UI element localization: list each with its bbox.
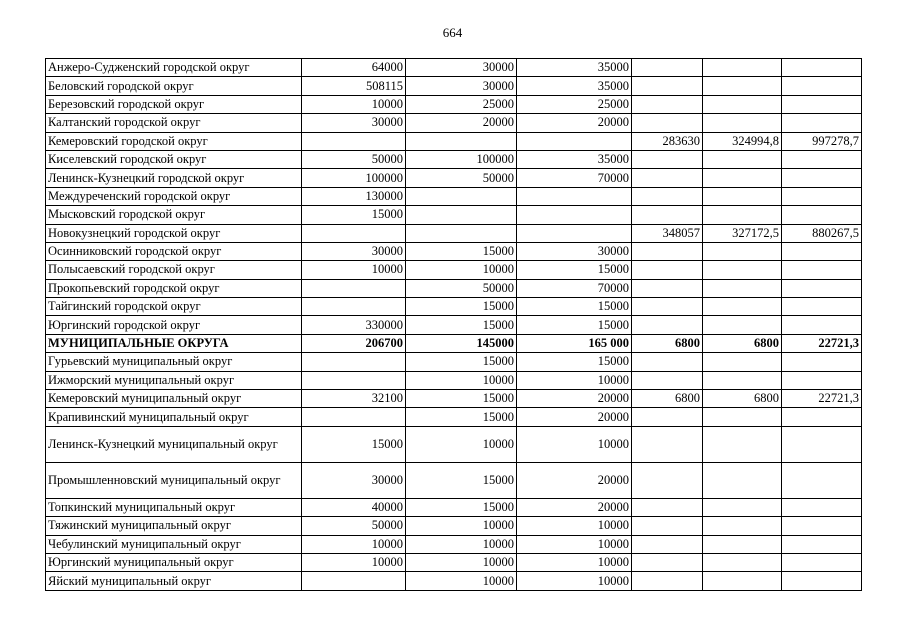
table-row bbox=[46, 114, 862, 132]
value-cell bbox=[632, 206, 703, 224]
table-body bbox=[46, 59, 862, 591]
row-name-cell: Калтанский городской округ bbox=[46, 114, 302, 132]
table-row bbox=[46, 187, 862, 205]
value-cell: 10000 bbox=[302, 535, 406, 553]
value-cell: 15000 bbox=[302, 426, 406, 462]
table-row bbox=[46, 316, 862, 334]
value-cell: 15000 bbox=[406, 242, 517, 260]
value-cell bbox=[632, 95, 703, 113]
table-row bbox=[46, 535, 862, 553]
value-cell bbox=[782, 77, 862, 95]
value-cell: 6800 bbox=[703, 334, 782, 352]
value-cell bbox=[517, 224, 632, 242]
value-cell: 20000 bbox=[406, 114, 517, 132]
table-row bbox=[46, 517, 862, 535]
table-row bbox=[46, 169, 862, 187]
row-name-cell: Междуреченский городской округ bbox=[46, 187, 302, 205]
row-name-cell: Тайгинский городской округ bbox=[46, 298, 302, 316]
value-cell bbox=[782, 408, 862, 426]
value-cell bbox=[302, 408, 406, 426]
value-cell bbox=[406, 187, 517, 205]
value-cell bbox=[703, 353, 782, 371]
value-cell: 30000 bbox=[517, 242, 632, 260]
value-cell: 206700 bbox=[302, 334, 406, 352]
row-name-cell: Юргинский муниципальный округ bbox=[46, 553, 302, 571]
value-cell: 10000 bbox=[517, 426, 632, 462]
value-cell: 40000 bbox=[302, 498, 406, 516]
value-cell bbox=[782, 535, 862, 553]
value-cell bbox=[632, 279, 703, 297]
value-cell bbox=[632, 169, 703, 187]
row-name-cell: Чебулинский муниципальный округ bbox=[46, 535, 302, 553]
table-row bbox=[46, 77, 862, 95]
value-cell: 20000 bbox=[517, 408, 632, 426]
value-cell bbox=[782, 298, 862, 316]
value-cell: 15000 bbox=[517, 353, 632, 371]
value-cell bbox=[703, 150, 782, 168]
row-name-cell: Кемеровский городской округ bbox=[46, 132, 302, 150]
value-cell bbox=[703, 426, 782, 462]
value-cell: 10000 bbox=[517, 517, 632, 535]
table-row bbox=[46, 553, 862, 571]
value-cell: 32100 bbox=[302, 390, 406, 408]
value-cell: 10000 bbox=[302, 261, 406, 279]
value-cell: 20000 bbox=[517, 462, 632, 498]
table-row bbox=[46, 206, 862, 224]
value-cell bbox=[632, 242, 703, 260]
value-cell bbox=[703, 59, 782, 77]
value-cell: 70000 bbox=[517, 279, 632, 297]
value-cell: 30000 bbox=[302, 114, 406, 132]
value-cell bbox=[703, 95, 782, 113]
value-cell: 100000 bbox=[302, 169, 406, 187]
value-cell: 15000 bbox=[517, 316, 632, 334]
value-cell: 327172,5 bbox=[703, 224, 782, 242]
value-cell bbox=[703, 114, 782, 132]
value-cell: 30000 bbox=[302, 462, 406, 498]
value-cell: 50000 bbox=[406, 279, 517, 297]
table-row bbox=[46, 572, 862, 590]
value-cell bbox=[703, 408, 782, 426]
value-cell bbox=[632, 316, 703, 334]
value-cell bbox=[517, 206, 632, 224]
value-cell: 50000 bbox=[302, 150, 406, 168]
value-cell bbox=[782, 426, 862, 462]
value-cell bbox=[703, 242, 782, 260]
value-cell: 6800 bbox=[632, 390, 703, 408]
value-cell: 30000 bbox=[302, 242, 406, 260]
table-row bbox=[46, 334, 862, 352]
value-cell bbox=[782, 114, 862, 132]
value-cell bbox=[782, 59, 862, 77]
value-cell: 25000 bbox=[406, 95, 517, 113]
value-cell: 50000 bbox=[302, 517, 406, 535]
value-cell: 10000 bbox=[406, 535, 517, 553]
value-cell: 10000 bbox=[517, 553, 632, 571]
value-cell: 130000 bbox=[302, 187, 406, 205]
value-cell bbox=[632, 77, 703, 95]
value-cell: 15000 bbox=[517, 261, 632, 279]
value-cell: 283630 bbox=[632, 132, 703, 150]
value-cell: 6800 bbox=[632, 334, 703, 352]
row-name-cell: Киселевский городской округ bbox=[46, 150, 302, 168]
value-cell bbox=[406, 132, 517, 150]
value-cell: 35000 bbox=[517, 77, 632, 95]
value-cell: 324994,8 bbox=[703, 132, 782, 150]
value-cell bbox=[632, 353, 703, 371]
value-cell bbox=[782, 572, 862, 590]
value-cell: 508115 bbox=[302, 77, 406, 95]
value-cell bbox=[703, 498, 782, 516]
value-cell bbox=[302, 371, 406, 389]
value-cell bbox=[632, 553, 703, 571]
value-cell: 10000 bbox=[517, 371, 632, 389]
value-cell bbox=[632, 114, 703, 132]
value-cell bbox=[703, 187, 782, 205]
budget-table bbox=[45, 58, 862, 591]
value-cell: 330000 bbox=[302, 316, 406, 334]
value-cell bbox=[632, 298, 703, 316]
table-row bbox=[46, 224, 862, 242]
table-row bbox=[46, 95, 862, 113]
value-cell bbox=[703, 462, 782, 498]
value-cell: 10000 bbox=[302, 95, 406, 113]
value-cell: 997278,7 bbox=[782, 132, 862, 150]
value-cell bbox=[782, 279, 862, 297]
row-name-cell: Новокузнецкий городской округ bbox=[46, 224, 302, 242]
value-cell bbox=[632, 535, 703, 553]
table-row bbox=[46, 353, 862, 371]
value-cell bbox=[632, 498, 703, 516]
value-cell bbox=[782, 371, 862, 389]
value-cell bbox=[406, 224, 517, 242]
value-cell bbox=[782, 462, 862, 498]
row-name-cell: Промышленновский муниципальный округ bbox=[46, 462, 302, 498]
value-cell: 35000 bbox=[517, 59, 632, 77]
value-cell bbox=[782, 316, 862, 334]
value-cell: 6800 bbox=[703, 390, 782, 408]
value-cell bbox=[782, 261, 862, 279]
table-row bbox=[46, 59, 862, 77]
row-name-cell: Осинниковский городской округ bbox=[46, 242, 302, 260]
table-row bbox=[46, 462, 862, 498]
value-cell bbox=[632, 408, 703, 426]
row-name-cell: Кемеровский муниципальный округ bbox=[46, 390, 302, 408]
value-cell bbox=[632, 187, 703, 205]
value-cell: 30000 bbox=[406, 77, 517, 95]
value-cell: 15000 bbox=[406, 462, 517, 498]
value-cell: 880267,5 bbox=[782, 224, 862, 242]
value-cell bbox=[703, 298, 782, 316]
value-cell bbox=[703, 517, 782, 535]
value-cell bbox=[782, 150, 862, 168]
row-name-cell: Топкинский муниципальный округ bbox=[46, 498, 302, 516]
value-cell bbox=[703, 553, 782, 571]
value-cell: 10000 bbox=[406, 572, 517, 590]
value-cell: 22721,3 bbox=[782, 334, 862, 352]
value-cell bbox=[632, 462, 703, 498]
row-name-cell: Ижморский муниципальный округ bbox=[46, 371, 302, 389]
value-cell: 15000 bbox=[406, 298, 517, 316]
value-cell: 10000 bbox=[406, 553, 517, 571]
value-cell: 20000 bbox=[517, 390, 632, 408]
value-cell: 50000 bbox=[406, 169, 517, 187]
value-cell bbox=[782, 242, 862, 260]
value-cell bbox=[782, 517, 862, 535]
value-cell bbox=[632, 572, 703, 590]
value-cell: 20000 bbox=[517, 114, 632, 132]
row-name-cell: МУНИЦИПАЛЬНЫЕ ОКРУГА bbox=[46, 334, 302, 352]
table-row bbox=[46, 261, 862, 279]
table-row bbox=[46, 426, 862, 462]
value-cell: 15000 bbox=[302, 206, 406, 224]
row-name-cell: Тяжинский муниципальный округ bbox=[46, 517, 302, 535]
value-cell: 25000 bbox=[517, 95, 632, 113]
value-cell bbox=[782, 498, 862, 516]
value-cell bbox=[782, 169, 862, 187]
value-cell bbox=[632, 59, 703, 77]
value-cell: 30000 bbox=[406, 59, 517, 77]
value-cell bbox=[632, 371, 703, 389]
value-cell bbox=[632, 426, 703, 462]
value-cell bbox=[703, 169, 782, 187]
value-cell bbox=[632, 150, 703, 168]
value-cell: 22721,3 bbox=[782, 390, 862, 408]
value-cell bbox=[703, 77, 782, 95]
value-cell: 10000 bbox=[517, 572, 632, 590]
value-cell bbox=[406, 206, 517, 224]
value-cell bbox=[302, 224, 406, 242]
row-name-cell: Прокопьевский городской округ bbox=[46, 279, 302, 297]
value-cell: 15000 bbox=[406, 390, 517, 408]
table-row bbox=[46, 498, 862, 516]
value-cell bbox=[302, 353, 406, 371]
value-cell bbox=[302, 572, 406, 590]
value-cell bbox=[703, 279, 782, 297]
value-cell: 15000 bbox=[406, 353, 517, 371]
row-name-cell: Яйский муниципальный округ bbox=[46, 572, 302, 590]
value-cell bbox=[703, 206, 782, 224]
value-cell bbox=[782, 95, 862, 113]
value-cell: 15000 bbox=[406, 316, 517, 334]
value-cell: 145000 bbox=[406, 334, 517, 352]
value-cell: 15000 bbox=[406, 408, 517, 426]
value-cell bbox=[782, 553, 862, 571]
value-cell bbox=[632, 261, 703, 279]
table-row bbox=[46, 242, 862, 260]
value-cell: 10000 bbox=[302, 553, 406, 571]
value-cell: 10000 bbox=[406, 426, 517, 462]
value-cell bbox=[517, 132, 632, 150]
value-cell bbox=[703, 261, 782, 279]
value-cell: 10000 bbox=[517, 535, 632, 553]
value-cell bbox=[632, 517, 703, 535]
row-name-cell: Полысаевский городской округ bbox=[46, 261, 302, 279]
row-name-cell: Березовский городской округ bbox=[46, 95, 302, 113]
value-cell: 348057 bbox=[632, 224, 703, 242]
row-name-cell: Мысковский городской округ bbox=[46, 206, 302, 224]
value-cell bbox=[782, 187, 862, 205]
value-cell bbox=[703, 371, 782, 389]
value-cell: 20000 bbox=[517, 498, 632, 516]
row-name-cell: Беловский городской округ bbox=[46, 77, 302, 95]
row-name-cell: Гурьевский муниципальный округ bbox=[46, 353, 302, 371]
value-cell: 165 000 bbox=[517, 334, 632, 352]
row-name-cell: Анжеро-Судженский городской округ bbox=[46, 59, 302, 77]
value-cell: 35000 bbox=[517, 150, 632, 168]
value-cell: 64000 bbox=[302, 59, 406, 77]
table-row bbox=[46, 298, 862, 316]
value-cell: 10000 bbox=[406, 517, 517, 535]
table-row bbox=[46, 408, 862, 426]
value-cell: 15000 bbox=[517, 298, 632, 316]
value-cell bbox=[703, 535, 782, 553]
row-name-cell: Крапивинский муниципальный округ bbox=[46, 408, 302, 426]
value-cell: 10000 bbox=[406, 261, 517, 279]
value-cell bbox=[302, 298, 406, 316]
value-cell: 10000 bbox=[406, 371, 517, 389]
row-name-cell: Юргинский городской округ bbox=[46, 316, 302, 334]
value-cell bbox=[517, 187, 632, 205]
value-cell bbox=[302, 279, 406, 297]
value-cell bbox=[703, 316, 782, 334]
value-cell: 100000 bbox=[406, 150, 517, 168]
value-cell bbox=[302, 132, 406, 150]
value-cell bbox=[703, 572, 782, 590]
page-number: 664 bbox=[442, 25, 463, 40]
table-row bbox=[46, 390, 862, 408]
value-cell: 15000 bbox=[406, 498, 517, 516]
row-name-cell: Ленинск-Кузнецкий муниципальный округ bbox=[46, 426, 302, 462]
value-cell bbox=[782, 206, 862, 224]
value-cell bbox=[782, 353, 862, 371]
table-row bbox=[46, 371, 862, 389]
table-row bbox=[46, 279, 862, 297]
table-row bbox=[46, 132, 862, 150]
row-name-cell: Ленинск-Кузнецкий городской округ bbox=[46, 169, 302, 187]
value-cell: 70000 bbox=[517, 169, 632, 187]
table-row bbox=[46, 150, 862, 168]
